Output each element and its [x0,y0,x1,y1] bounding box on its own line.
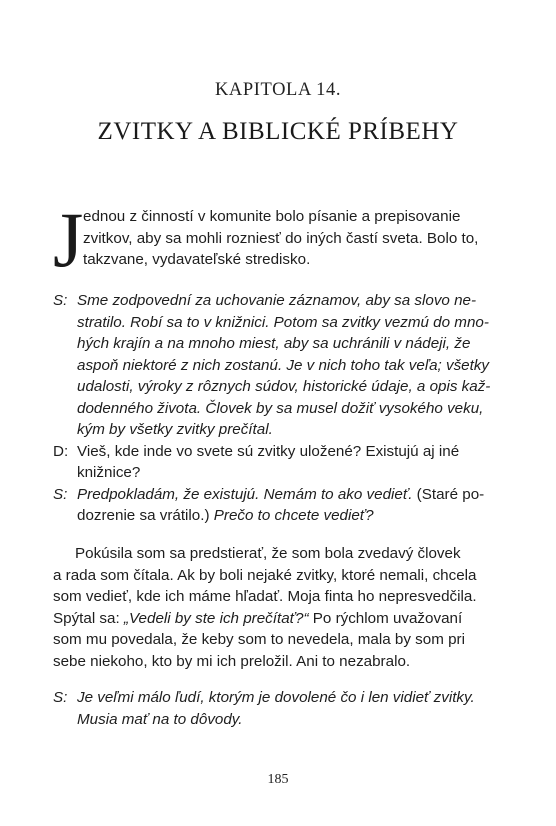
dialogue-line: dodenného života. Človek by sa musel dožiť vysokého veku, [77,399,484,417]
italic-text: Prečo to chcete vedieť? [213,507,374,524]
paragraph-line: sebe niekoho, kto by mi ich preložil. Ani to nezabralo. [53,652,411,670]
speaker-label: S: [53,689,68,706]
dialogue-line: Vieš, kde inde vo svete sú zvitky uložené? Existujú aj iné [77,442,460,460]
italic-text: Predpokladám, že existujú. Nemám to ako vedieť. [77,485,413,503]
paragraph-line [53,608,499,630]
dialogue-turn [53,290,499,441]
dialogue-line: udalosti, výroky z rôznych súdov, historické údaje, a opis kaž- [77,378,491,395]
intro-line: zvitkov, aby sa mohli rozniesť do iných častí sveta. Bolo to, [83,229,479,247]
dialogue-line [77,484,499,506]
narrative-paragraph [53,543,499,672]
dialogue-line: stratilo. Robí sa to v knižnici. Potom sa zvitky vezmú do mno- [77,313,489,331]
chapter-label: KAPITOLA 14. [214,80,342,100]
chapter-title: ZVITKY A BIBLICKÉ PRÍBEHY [97,118,459,145]
dialogue-line: Sme zodpovední za uchovanie záznamov, aby sa slovo ne- [77,292,477,309]
dialogue-block [53,290,499,527]
normal-text: Po rýchlom uvažovaní [308,609,463,627]
dialogue-line: knižnice? [77,464,141,481]
dialogue-block [53,687,499,730]
intro-paragraph [53,196,499,283]
italic-text: „Vedeli by ste ich prečítať?“ [123,609,309,627]
normal-text: (Staré po- [412,485,485,503]
intro-line: ednou z činností v komunite bolo písanie a prepisovanie [83,208,461,225]
dialogue-line: kým by všetky zvitky prečítal. [77,421,273,438]
dialogue-line: Je veľmi málo ľudí, ktorým je dovolené čo i len vidieť zvitky. [77,689,475,706]
paragraph-line: som vedieť, kde ich máme hľadať. Moja finta ho nepresvedčila. [53,588,477,605]
paragraph-line: Pokúsila som sa predstierať, že som bola zvedavý človek [75,545,461,562]
intro-line: takzvane, vydavateľské stredisko. [83,251,311,268]
speaker-label: S: [53,292,68,309]
dialogue-line: aspoň niektoré z nich zostanú. Je v nich toho tak veľa; všetky [77,356,490,374]
normal-text: dozrenie sa vrátilo.) [77,507,214,524]
drop-cap: J [53,196,84,283]
page-number: 185 [267,772,289,787]
normal-text: Spýtal sa: [53,609,124,627]
paragraph-line: a rada som čítala. Ak by boli nejaké zvitky, ktoré nemali, chcela [53,566,477,584]
dialogue-line [77,505,499,527]
dialogue-line: hých krajín a na mnoho miest, aby sa uchránili v nádeji, že [77,335,471,352]
dialogue-turn [53,441,499,484]
dialogue-turn [53,484,499,527]
speaker-label: D: [53,442,69,460]
speaker-label: S: [53,485,68,503]
dialogue-turn [53,687,499,730]
paragraph-line: som mu povedala, že keby som to nevedela, mala by som pri [53,631,465,648]
dialogue-line: Musia mať na to dôvody. [77,710,243,728]
